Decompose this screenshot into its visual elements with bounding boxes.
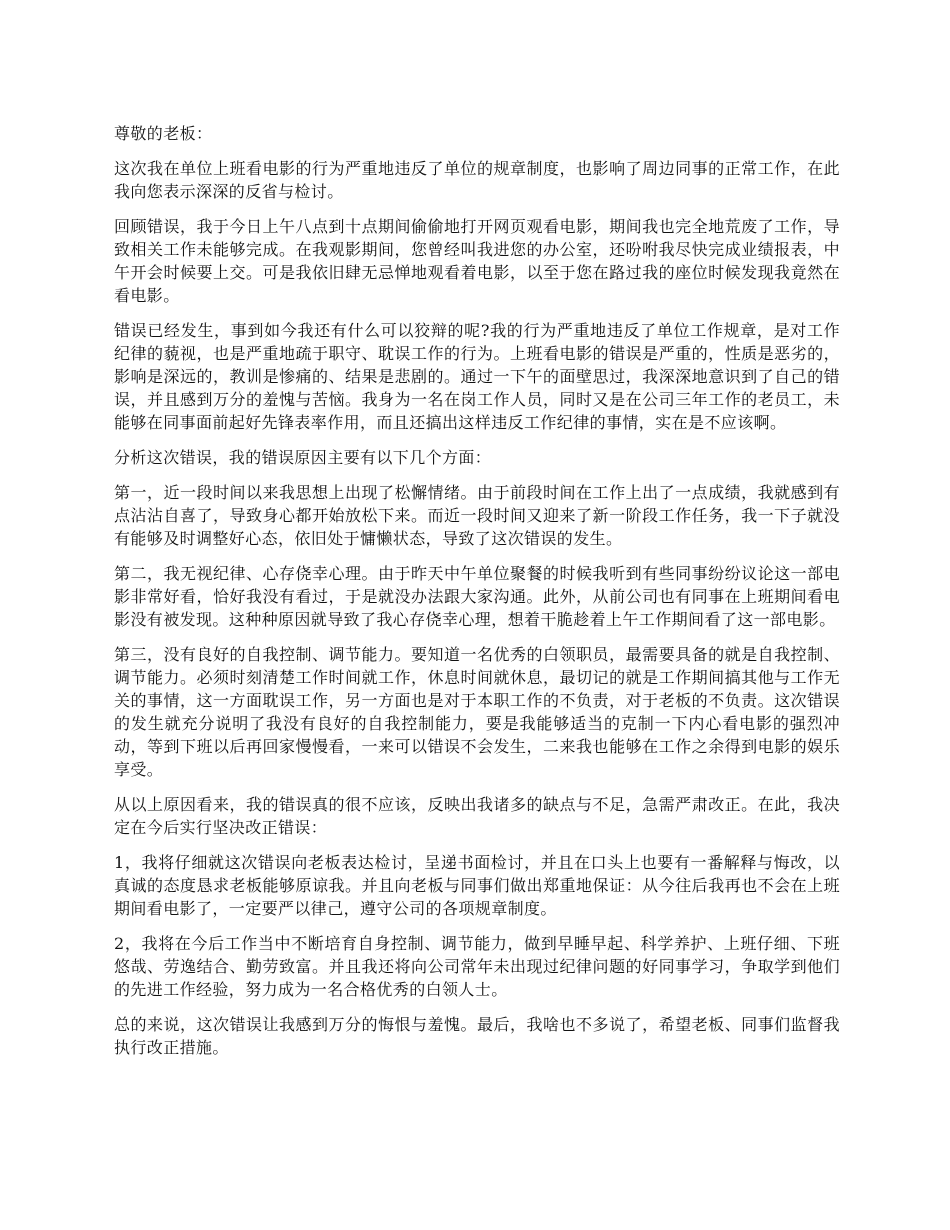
paragraph-reflection: 错误已经发生，事到如今我还有什么可以狡辩的呢?我的行为严重地违反了单位工作规章，是对工作纪律的藐视，也是严重地疏于职守、耽误工作的行为。上班看电影的错误是严重的，性质是恶劣的，影响是深远的，教训是惨痛的、结果是悲剧的。通过一下午的面壁思过，我深深地意识到了自己的错误，并且感到万分的羞愧与苦恼。我身为一名在岗工作人员，同时又是在公司三年工作的老员工，未能够在同事面前起好先锋表率作用，而且还搞出这样违反工作纪律的事情，实在是不应该啊。: [114, 321, 840, 432]
paragraph-review: 回顾错误，我于今日上午八点到十点期间偷偷地打开网页观看电影，期间我也完全地荒废了工作，导致相关工作未能够完成。在我观影期间，您曾经叫我进您的办公室，还吩咐我尽快完成业绩报表，中午开会时候要上交。可是我依旧肆无忌惮地观看着电影，以至于您在路过我的座位时候发现我竟然在看电影。: [114, 217, 840, 305]
paragraph-measure-1: 1，我将仔细就这次错误向老板表达检讨，呈递书面检讨，并且在口头上也要有一番解释与悔改，以真诚的态度恳求老板能够原谅我。并且向老板与同事们做出郑重地保证：从今往后我再也不会在上班期间看电影了，一定要严以律己，遵守公司的各项规章制度。: [114, 853, 840, 918]
paragraph-intro: 这次我在单位上班看电影的行为严重地违反了单位的规章制度，也影响了周边同事的正常工作，在此我向您表示深深的反省与检讨。: [114, 159, 840, 201]
salutation: 尊敬的老板：: [114, 124, 213, 143]
paragraph-closing: 总的来说，这次错误让我感到万分的悔恨与羞愧。最后，我啥也不多说了，希望老板、同事们监督我执行改正措施。: [114, 1015, 840, 1057]
paragraph-conclusion-intro: 从以上原因看来，我的错误真的很不应该，反映出我诸多的缺点与不足，急需严肃改正。在此，我决定在今后实行坚决改正错误：: [114, 795, 840, 837]
paragraph-reason-3: 第三，没有良好的自我控制、调节能力。要知道一名优秀的白领职员，最需要具备的就是自我控制、调节能力。必须时刻清楚工作时间就工作，休息时间就休息，最切记的就是工作期间搞其他与工作无关的事情，这一方面耽误工作，另一方面也是对于本职工作的不负责，对于老板的不负责。这次错误的发生就充分说明了我没有良好的自我控制能力，要是我能够适当的克制一下内心看电影的强烈冲动，等到下班以后再回家慢慢看，一来可以错误不会发生，二来我也能够在工作之余得到电影的娱乐享受。: [114, 645, 840, 779]
paragraph-reason-2: 第二，我无视纪律、心存侥幸心理。由于昨天中午单位聚餐的时候我听到有些同事纷纷议论这一部电影非常好看，恰好我没有看过，于是就没办法跟大家沟通。此外，从前公司也有同事在上班期间看电影没有被发现。这种种原因就导致了我心存侥幸心理，想着干脆趁着上午工作期间看了这一部电影。: [114, 564, 840, 629]
paragraph-analysis-intro: 分析这次错误，我的错误原因主要有以下几个方面：: [114, 448, 492, 467]
document-body: [114, 122, 840, 1071]
paragraph-measure-2: 2，我将在今后工作当中不断培育自身控制、调节能力，做到早睡早起、科学养护、上班仔细、下班悠哉、劳逸结合、勤劳致富。并且我还将向公司常年未出现过纪律问题的好同事学习，争取学到他们的先进工作经验，努力成为一名合格优秀的白领人士。: [114, 934, 840, 999]
paragraph-reason-1: 第一，近一段时间以来我思想上出现了松懈情绪。由于前段时间在工作上出了一点成绩，我就感到有点沾沾自喜了，导致身心都开始放松下来。而近一段时间又迎来了新一阶段工作任务，我一下子就没有能够及时调整好心态，依旧处于慵懒状态，导致了这次错误的发生。: [114, 483, 840, 548]
